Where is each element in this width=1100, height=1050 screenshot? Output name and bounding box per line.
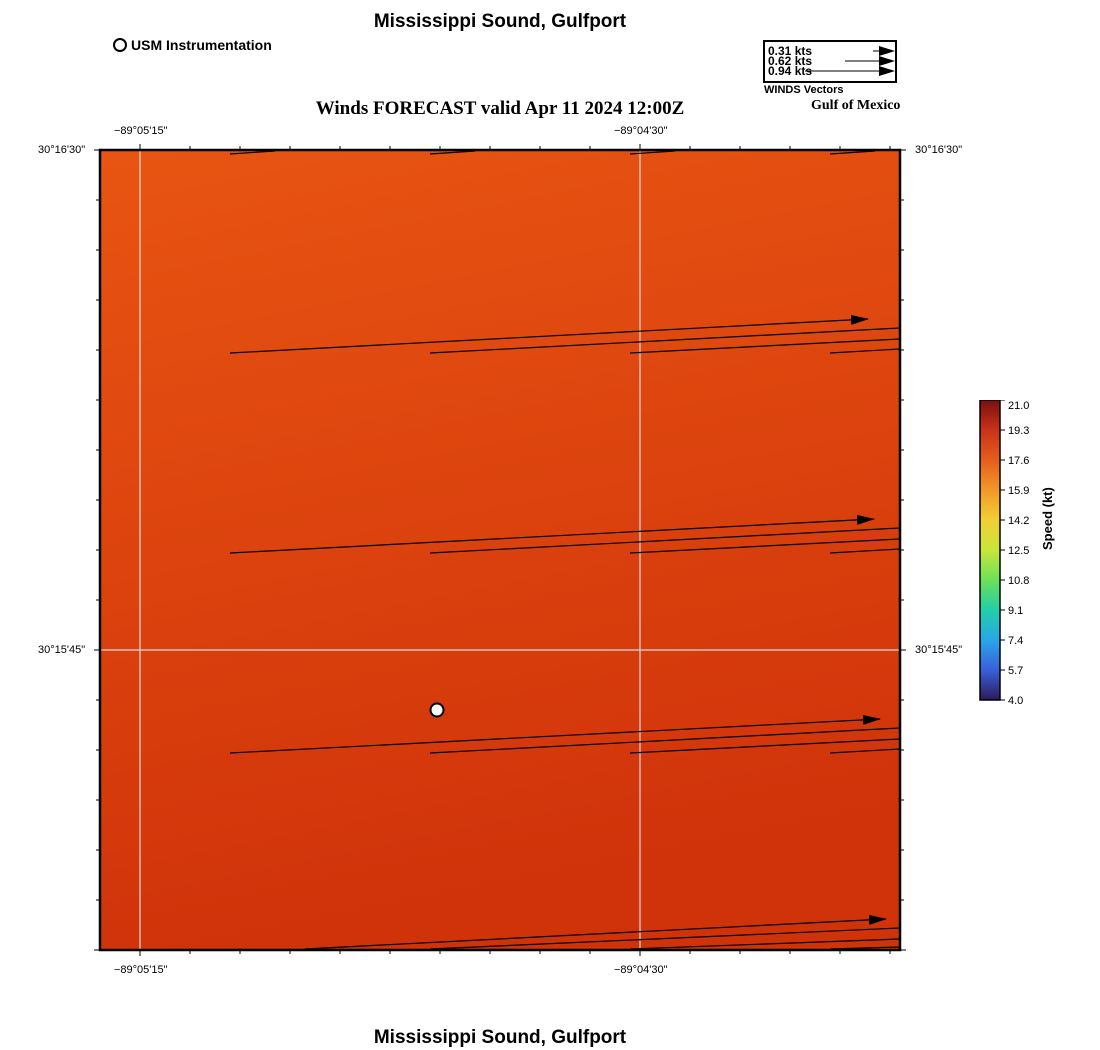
colorbar-tick-label: 4.0 (1008, 695, 1024, 707)
colorbar-tick-label: 19.3 (1008, 425, 1030, 437)
colorbar-tick-label: 9.1 (1008, 605, 1024, 617)
x-tick-top-1: −89°05'15" (114, 125, 168, 137)
usm-station-marker[interactable] (431, 704, 444, 717)
colorbar-scale (980, 400, 1000, 700)
forecast-title: Winds FORECAST valid Apr 11 2024 12:00Z (315, 98, 685, 119)
vector-scale-label-1: 0.31 kts (768, 44, 813, 58)
x-tick-top-2: −89°04'30" (614, 125, 668, 137)
colorbar-tick-label: 5.7 (1008, 665, 1024, 677)
x-tick-bottom-1: −89°05'15" (114, 964, 168, 976)
vector-scale-label-2: 0.62 kts (768, 54, 813, 68)
y-tick-left-1: 30°16'30" (38, 144, 86, 156)
vector-scale-label-3: 0.94 kts (768, 64, 813, 78)
map-title: Mississippi Sound, Gulfport (373, 11, 627, 32)
colorbar-title: Speed (kt) (1040, 487, 1055, 550)
instrumentation-legend-label: USM Instrumentation (131, 37, 272, 53)
y-tick-left-2: 30°15'45" (38, 644, 86, 656)
colorbar-tick-label: 10.8 (1008, 575, 1030, 587)
wind-speed-field (100, 150, 900, 950)
colorbar-tick-label: 17.6 (1008, 455, 1030, 467)
y-tick-right-2: 30°15'45" (915, 644, 963, 656)
colorbar-tick-label: 21.0 (1008, 400, 1030, 412)
colorbar-tick-label: 7.4 (1008, 635, 1024, 647)
map-title-bottom: Mississippi Sound, Gulfport (373, 1027, 627, 1048)
region-label: Gulf of Mexico (811, 98, 901, 113)
colorbar-tick-label: 14.2 (1008, 515, 1030, 527)
colorbar-tick-label: 12.5 (1008, 545, 1030, 557)
colorbar-tick-label: 15.9 (1008, 485, 1030, 497)
colorbar-graphic (979, 400, 1049, 710)
y-tick-right-1: 30°16'30" (915, 144, 963, 156)
colorbar (979, 400, 1049, 715)
x-tick-bottom-2: −89°04'30" (614, 964, 668, 976)
vector-legend-caption: WINDS Vectors (764, 84, 844, 96)
